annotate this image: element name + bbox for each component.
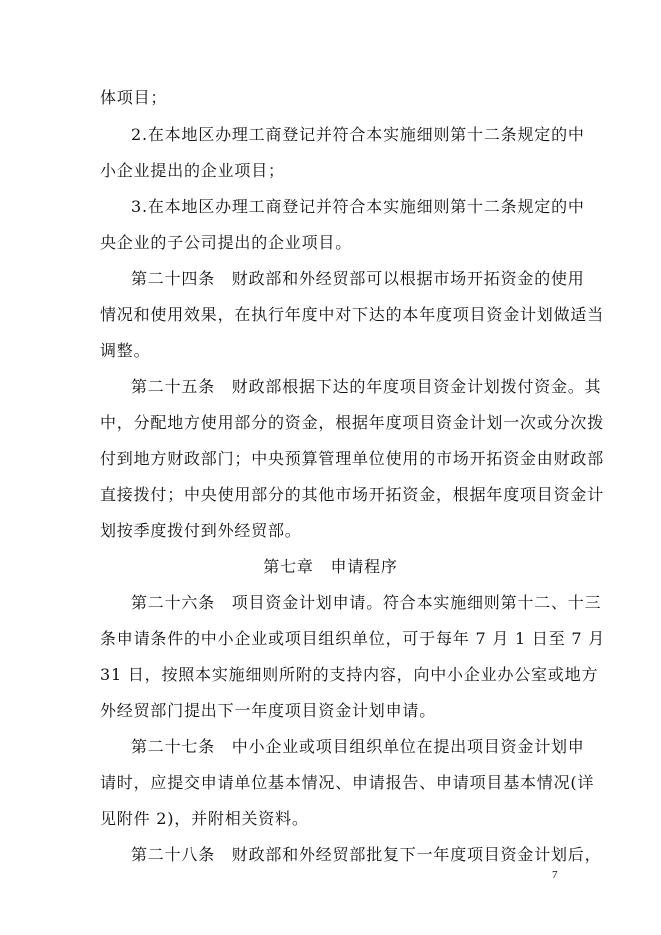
text-line: 条申请条件的中小企业或项目组织单位，可于每年 7 月 1 日至 7 月 <box>100 629 606 648</box>
text-line: 央企业的子公司提出的企业项目。 <box>100 233 353 252</box>
text-line: 体项目； <box>100 88 168 107</box>
text-line: 中，分配地方使用部分的资金，根据年度项目资金计划一次或分次拨 <box>100 413 605 432</box>
text-line: 3.在本地区办理工商登记并符合本实施细则第十二条规定的中 <box>131 197 585 216</box>
text-line: 划按季度拨付到外经贸部。 <box>100 521 302 540</box>
article-25-heading-line: 第二十五条 财政部根据下达的年度项目资金计划拨付资金。其 <box>131 377 602 396</box>
article-26-heading-line: 第二十六条 项目资金计划申请。符合本实施细则第十二、十三 <box>131 593 602 612</box>
text-line: 小企业提出的企业项目； <box>100 161 285 180</box>
text-line: 情况和使用效果，在执行年度中对下达的本年度项目资金计划做适当 <box>100 305 605 324</box>
text-line: 2.在本地区办理工商登记并符合本实施细则第十二条规定的中 <box>131 125 585 144</box>
text-line: 调整。 <box>100 341 151 360</box>
text-line: 请时，应提交申请单位基本情况、申请报告、申请项目基本情况(详 <box>100 773 595 792</box>
article-27-heading-line: 第二十七条 中小企业或项目组织单位在提出项目资金计划申 <box>131 737 585 756</box>
text-line: 外经贸部门提出下一年度项目资金计划申请。 <box>100 701 437 720</box>
article-28-heading-line: 第二十八条 财政部和外经贸部批复下一年度项目资金计划后， <box>131 845 602 864</box>
article-24-heading-line: 第二十四条 财政部和外经贸部可以根据市场开拓资金的使用 <box>131 269 585 288</box>
chapter-heading: 第七章 申请程序 <box>263 557 398 576</box>
text-line: 见附件 2)，并附相关资料。 <box>100 809 309 828</box>
page-number: 7 <box>552 869 558 881</box>
text-line: 付到地方财政部门；中央预算管理单位使用的市场开拓资金由财政部 <box>100 449 605 468</box>
text-line: 31 日，按照本实施细则所附的支持内容，向中小企业办公室或地方 <box>100 665 599 684</box>
text-line: 直接拨付；中央使用部分的其他市场开拓资金，根据年度项目资金计 <box>100 485 605 504</box>
